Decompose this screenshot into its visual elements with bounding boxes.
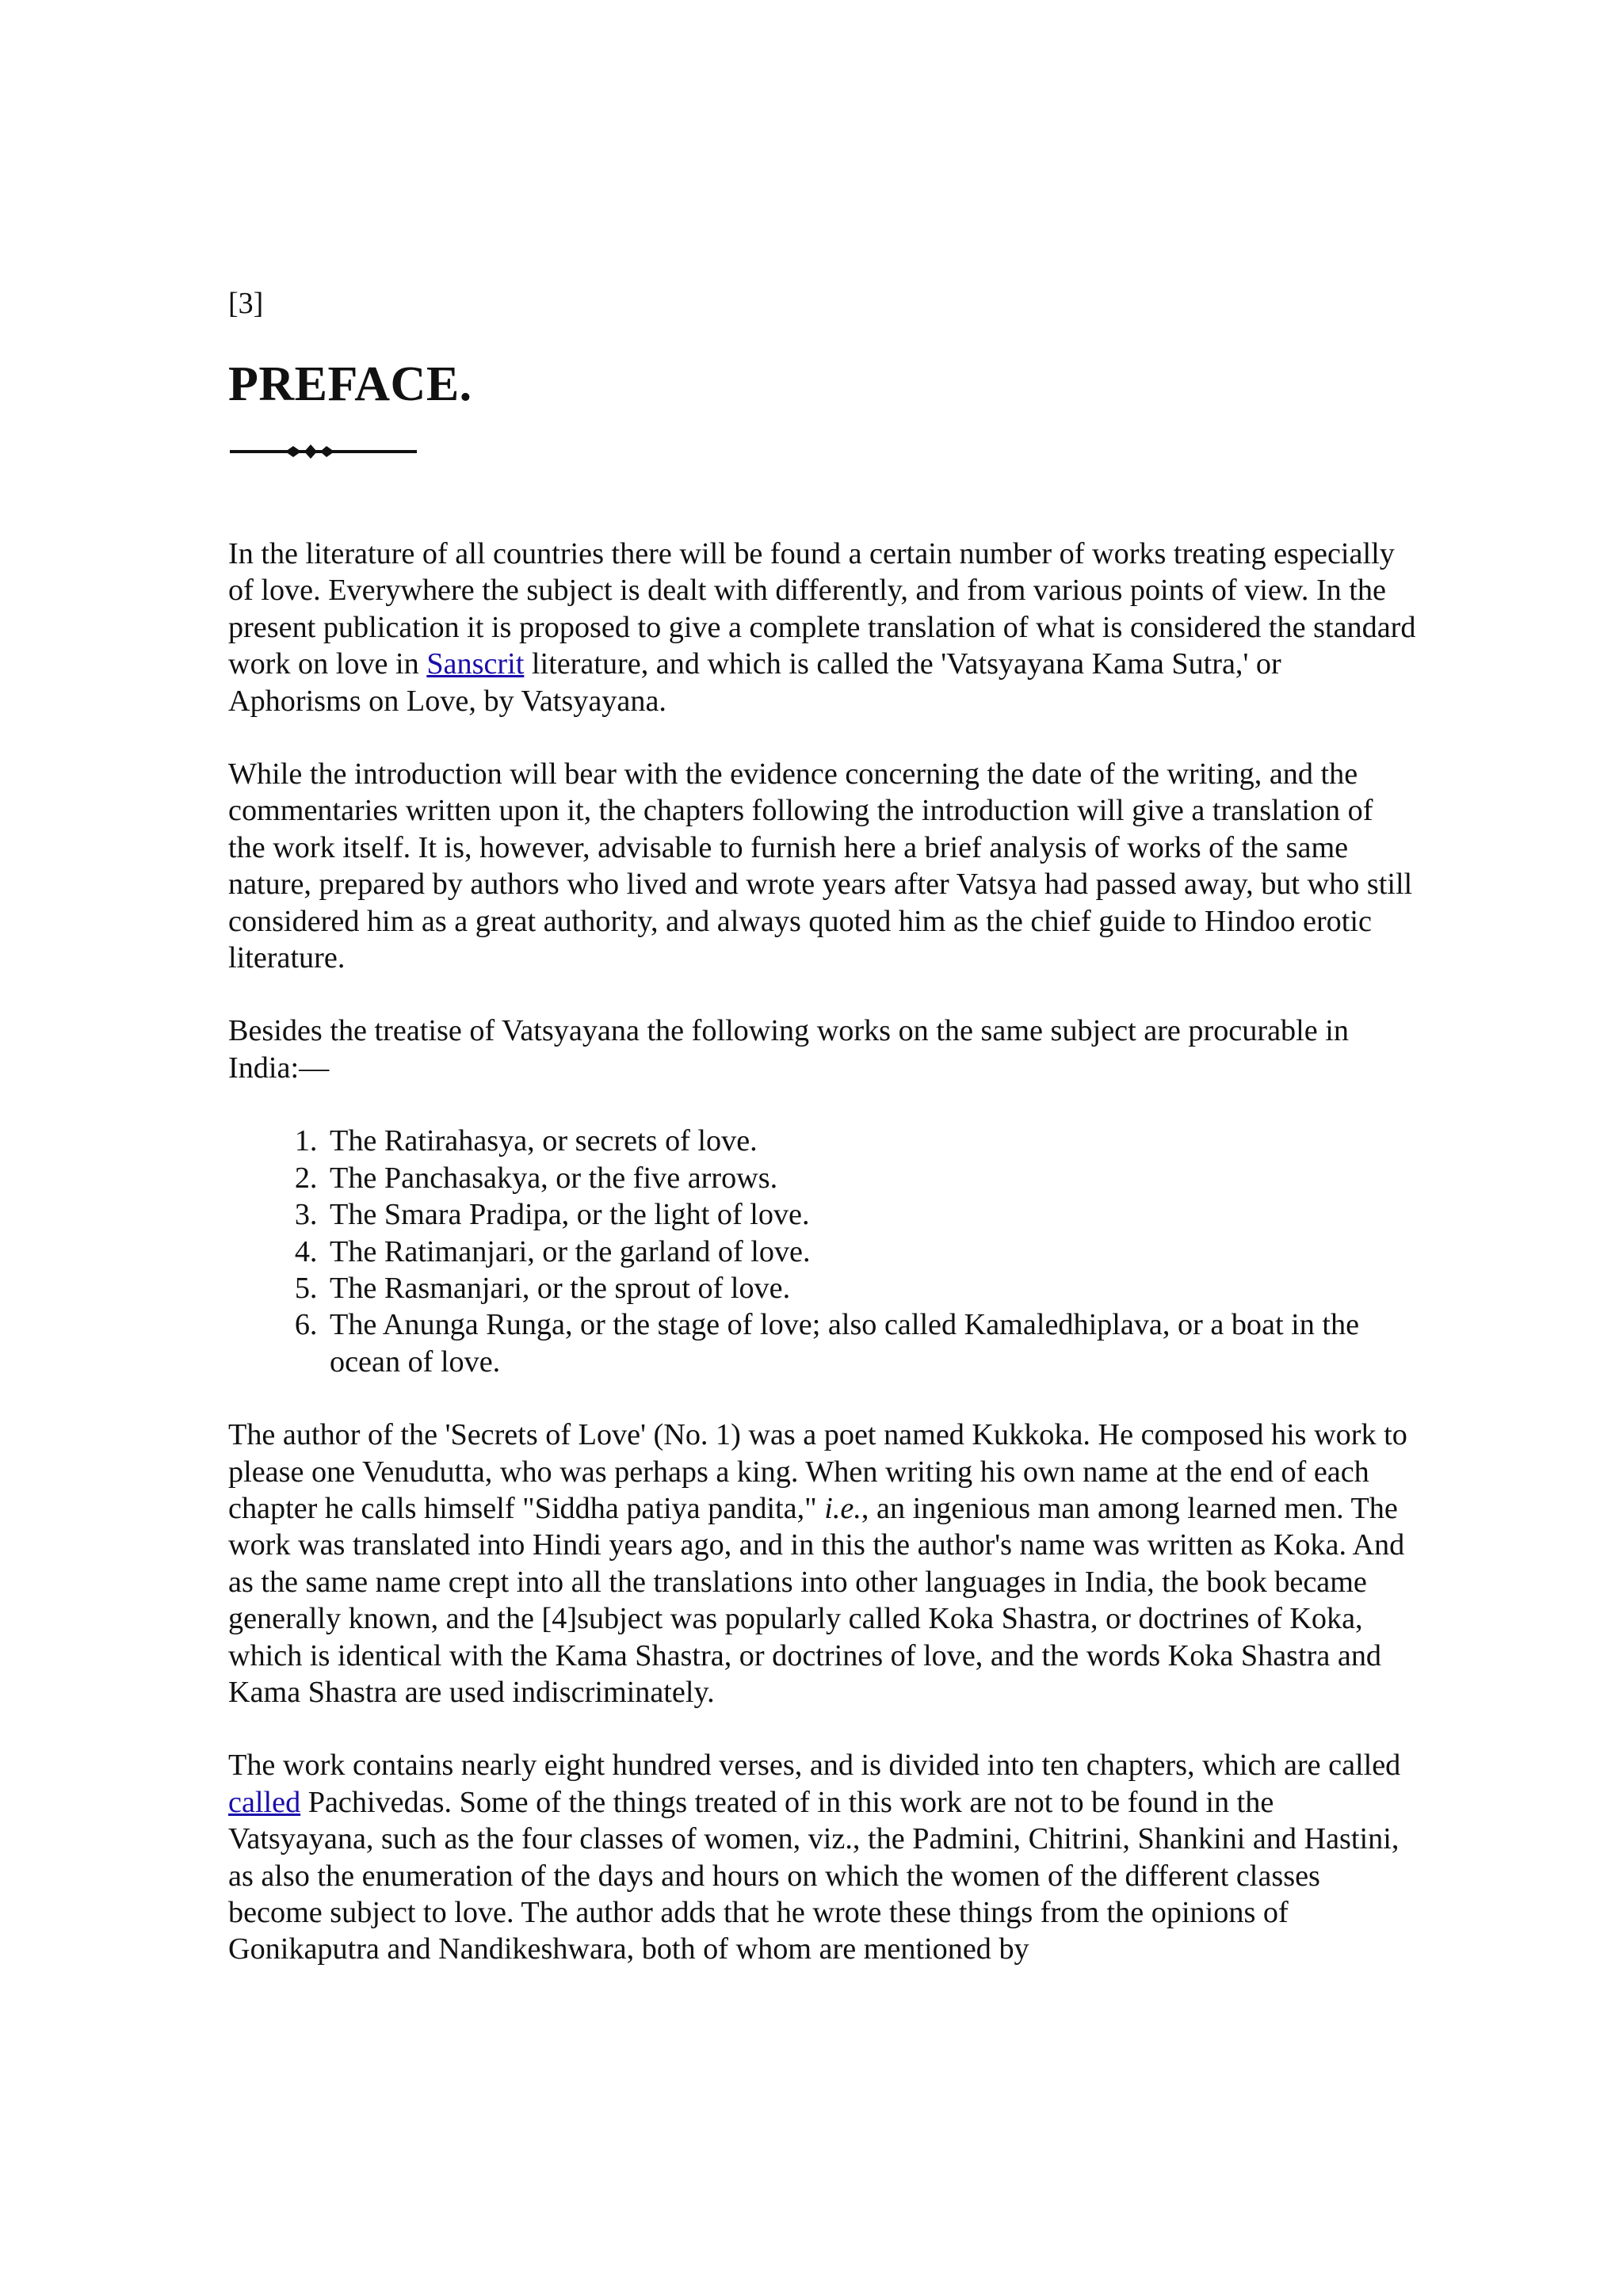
list-item: 2. The Panchasakya, or the five arrows. — [325, 1160, 1417, 1196]
paragraph-contents-text-start: The work contains nearly eight hundred verses, and is divided into ten chapters, which are called — [228, 1749, 1401, 1783]
paragraph-scope: While the introduction will bear with the evidence concerning the date of the writing, and the commentaries written upon it, the chapters following the introduction will give a translation of the work itself. It is, however, advisable to furnish here a brief analysis of works of the same nature, prepared by authors who lived and wrote years after Vatsya had passed away, but who still considered him as a great authority, and always quoted him as the chief guide to Hindoo erotic literature. — [228, 757, 1413, 975]
list-item: 1. The Ratirahasya, or secrets of love. — [325, 1123, 1417, 1159]
ie-abbreviation: i.e. — [824, 1491, 861, 1525]
paragraph-contents — [228, 1747, 1417, 1967]
paragraph-intro — [228, 536, 1417, 719]
list-item: 6. The Anunga Runga, or the stage of love; also called Kamaledhiplava, or a boat in the ocean of love. — [325, 1306, 1417, 1380]
page-number-marker: [3] — [228, 287, 264, 320]
divider-ornament-icon — [228, 442, 418, 461]
paragraph-koka-text-start: The author of the 'Secrets of Love' (No. 1) was a poet named Kukkoka. He composed his work to please one Venudutta, who was perhaps a king. When writing his own name at the end of each chapter he calls himself "Siddha patiya pandita," — [228, 1418, 1407, 1525]
paragraph-works-intro: Besides the treatise of Vatsyayana the following works on the same subject are procurable in India:— — [228, 1014, 1349, 1085]
list-item: 4. The Ratimanjari, or the garland of love. — [325, 1234, 1417, 1270]
works-list — [228, 1123, 1417, 1380]
list-item: 3. The Smara Pradipa, or the light of love. — [325, 1196, 1417, 1233]
paragraph-koka — [228, 1417, 1417, 1711]
list-item: 5. The Rasmanjari, or the sprout of love. — [325, 1270, 1417, 1306]
called-link[interactable]: called — [228, 1785, 301, 1819]
paragraph-intro-text-start: In the literature of all countries there will be found a certain number of works treating especially of love. Everywhere the subject is dealt with differently, and from various points of view. In the present publication it is proposed to give a complete translation of what is considered the standard work on love in — [228, 537, 1416, 681]
document-page — [228, 285, 1417, 2004]
paragraph-contents-text-end: Pachivedas. Some of the things treated of in this work are not to be found in the Vatsyayana, such as the four classes of women, viz., the Padmini, Chitrini, Shankini and Hastini, as also the enumeration of the days and hours on which the women of the different classes become subject to love. The author adds that he wrote these things from the opinions of Gonikaputra and Nandikeshwara, both of whom are mentioned by — [228, 1785, 1400, 1966]
paragraph-koka-text-end: , an ingenious man among learned men. The work was translated into Hindi years ago, and in this the author's name was written as Koka. And as the same name crept into all the translations into other languages in India, the book became generally known, and the [4]subject was popularly called Koka Shastra, or doctrines of Koka, which is identical with the Kama Shastra, or doctrines of love, and the words Koka Shastra and Kama Shastra are used indiscriminately. — [228, 1491, 1405, 1709]
paragraph-intro-text-end: literature, and which is called the 'Vatsyayana Kama Sutra,' or Aphorisms on Love, by Vatsyayana. — [228, 647, 1281, 718]
page-title: PREFACE. — [228, 357, 472, 411]
sanscrit-link[interactable]: Sanscrit — [426, 647, 525, 681]
